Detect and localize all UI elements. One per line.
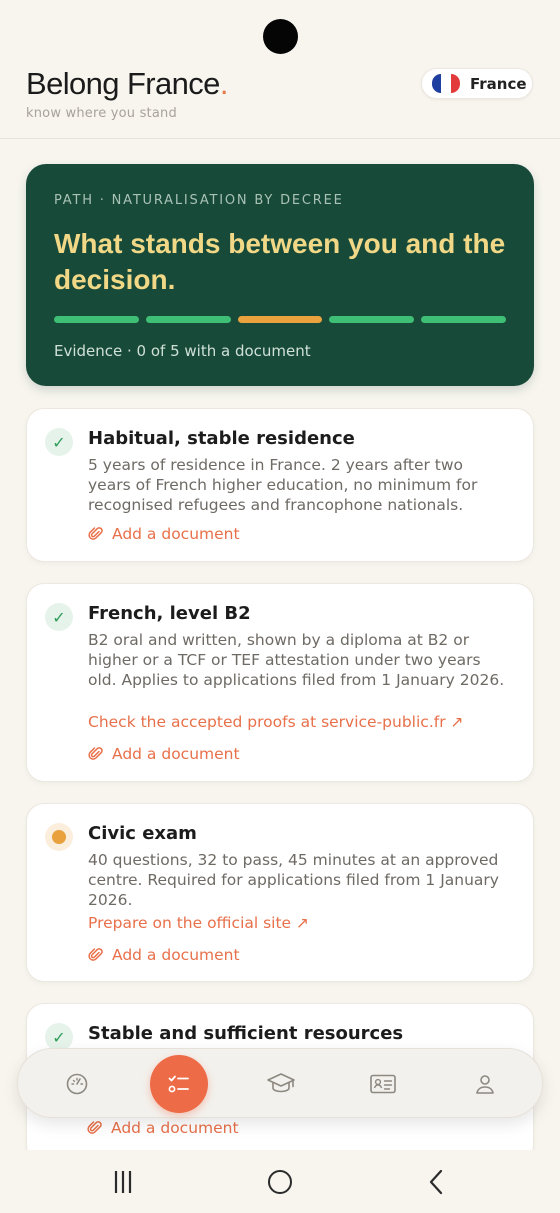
france-flag-icon — [432, 74, 460, 93]
add-document-label: Add a document — [112, 745, 240, 763]
progress-bar — [54, 316, 506, 323]
paperclip-icon — [88, 526, 104, 542]
country-selector-button[interactable] — [421, 68, 533, 99]
paperclip-icon — [88, 947, 104, 963]
progress-segment-done — [329, 316, 414, 323]
profile-icon — [473, 1072, 497, 1096]
home-button[interactable] — [258, 1160, 302, 1204]
app-header — [0, 0, 560, 139]
id-card-icon — [369, 1073, 397, 1095]
requirement-title: Habitual, stable residence — [88, 428, 355, 449]
requirement-description: 5 years of residence in France. 2 years after two years of French higher education, no minimum for recognised refugees and francophone nationals. — [88, 456, 478, 514]
nav-checklist[interactable] — [150, 1055, 208, 1113]
requirement-title: Stable and sufficient resources — [88, 1023, 404, 1044]
evidence-count: Evidence · 0 of 5 with a document — [54, 342, 311, 360]
check-icon: ✓ — [45, 428, 73, 456]
dashboard-icon — [65, 1072, 89, 1096]
requirement-card-french-b2[interactable] — [26, 583, 534, 782]
official-site-link[interactable]: Prepare on the official site ↗ — [88, 914, 310, 932]
requirement-title: French, level B2 — [88, 603, 251, 624]
bottom-navigation — [17, 1048, 543, 1118]
hero-title: What stands between you and the decision. — [54, 228, 506, 295]
back-icon — [427, 1169, 445, 1195]
back-button[interactable] — [414, 1160, 458, 1204]
recent-apps-button[interactable] — [101, 1160, 145, 1204]
nav-dashboard[interactable] — [54, 1061, 100, 1107]
add-document-button[interactable] — [88, 525, 240, 543]
progress-segment-done — [146, 316, 231, 323]
paperclip-icon — [87, 1120, 103, 1136]
nav-profile[interactable] — [462, 1061, 508, 1107]
progress-segment-done — [421, 316, 506, 323]
path-eyebrow: PATH · NATURALISATION BY DECREE — [54, 193, 344, 208]
requirement-card-residence[interactable] — [26, 408, 534, 562]
add-document-label: Add a document — [111, 1119, 239, 1137]
requirement-description: 40 questions, 32 to pass, 45 minutes at an approved centre. Required for applications filed from 1 January 2026. — [88, 851, 499, 909]
brand-logo: Belong France. — [26, 66, 228, 101]
pending-status-icon — [45, 823, 73, 851]
paperclip-icon — [88, 746, 104, 762]
requirement-description: B2 oral and written, shown by a diploma at B2 or higher or a TCF or TEF attestation under two years old. Applies to applications filed from 1 January 2026. — [88, 631, 505, 689]
progress-segment-done — [54, 316, 139, 323]
country-label: France — [470, 74, 527, 93]
add-document-label: Add a document — [112, 525, 240, 543]
progress-segment-pending — [238, 316, 323, 323]
requirement-card-civic-exam[interactable] — [26, 803, 534, 982]
check-icon: ✓ — [45, 1023, 73, 1051]
add-document-button[interactable] — [88, 745, 240, 763]
tagline: know where you stand — [26, 106, 177, 121]
nav-documents[interactable] — [360, 1061, 406, 1107]
nav-learn[interactable] — [258, 1061, 304, 1107]
service-public-link[interactable]: Check the accepted proofs at service-public.fr ↗ — [88, 713, 464, 731]
path-summary-card — [26, 164, 534, 386]
home-icon — [267, 1169, 293, 1195]
add-document-button[interactable] — [88, 946, 240, 964]
system-navigation-bar — [0, 1150, 560, 1213]
graduation-cap-icon — [266, 1071, 296, 1097]
requirement-title: Civic exam — [88, 823, 197, 844]
check-icon: ✓ — [45, 603, 73, 631]
checklist-icon — [166, 1071, 192, 1097]
recent-apps-icon — [112, 1170, 134, 1194]
add-document-button[interactable] — [87, 1119, 239, 1137]
add-document-label: Add a document — [112, 946, 240, 964]
